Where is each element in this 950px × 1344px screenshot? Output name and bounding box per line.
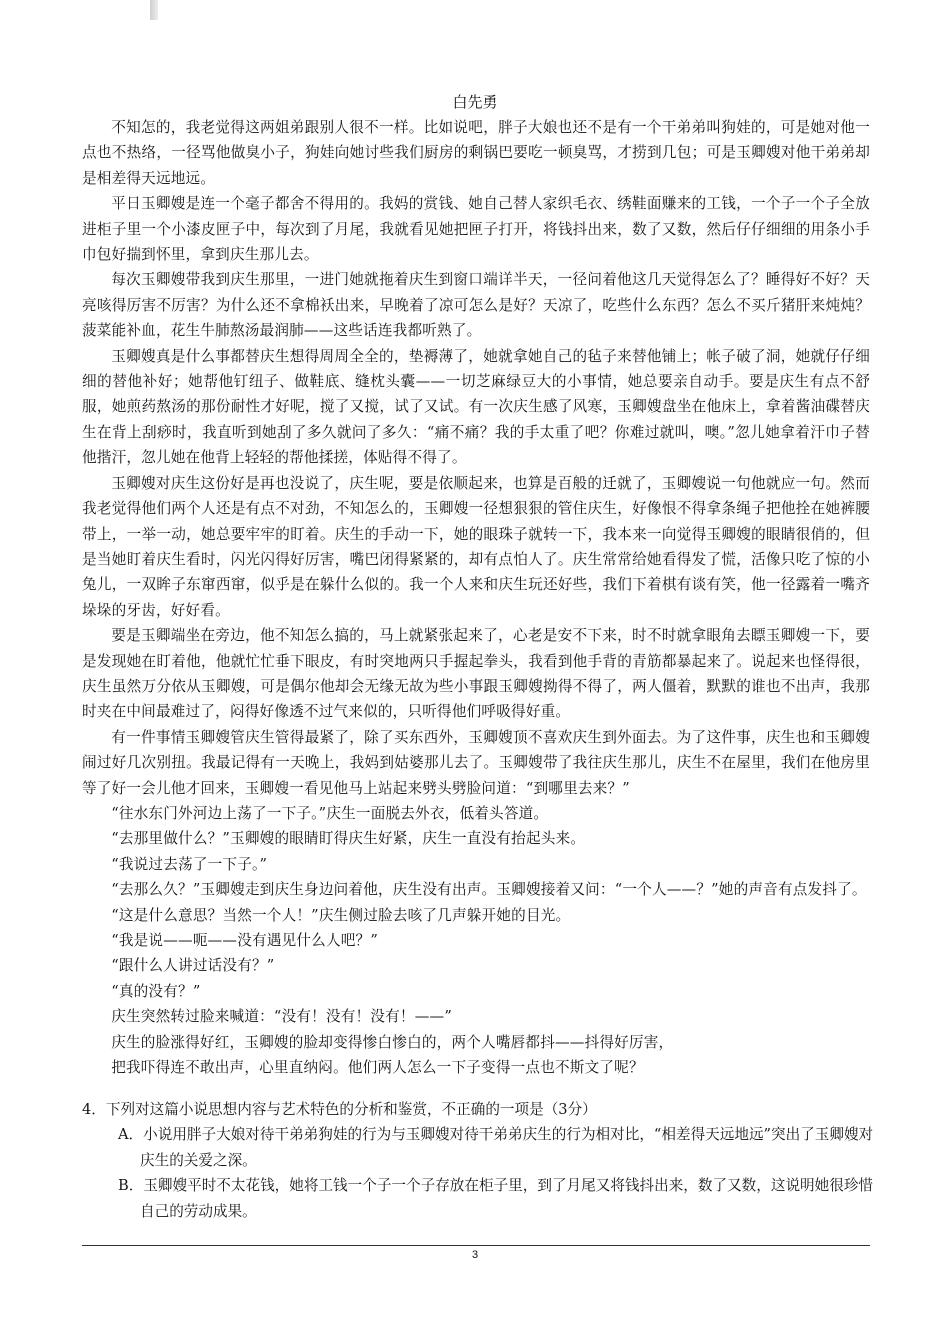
scan-edge-mark: [150, 0, 158, 20]
paragraph: 庆生的脸涨得好红，玉卿嫂的脸却变得惨白惨白的，两个人嘴唇都抖——抖得好厉害，: [111, 1033, 674, 1051]
paragraph: 把我吓得连不敢出声，心里直纳闷。他们两人怎么一下子变得一点也不斯文了呢？: [111, 1059, 644, 1077]
dialogue-line: “真的没有？”: [111, 982, 201, 1000]
dialogue-line: 庆生突然转过脸来喊道：“没有！没有！没有！——”: [111, 1008, 452, 1026]
page-number: 3: [471, 1249, 479, 1261]
paragraph: 不知怎的，我老觉得这两姐弟跟别人很不一样。比如说吧，胖子大娘也还不是有一个干弟弟叫狗娃的，可是她对他一点也不热络，一径骂他做臭小子，狗娃向她讨些我们厨房的剩锅巴要吃一顿臭骂，才捞到几包；可是玉卿嫂对他干弟弟却是相差得天远地远。: [82, 119, 870, 187]
dialogue-line: “跟什么人讲过话没有？”: [111, 957, 275, 975]
footer-divider: [82, 1245, 870, 1246]
paragraph: 要是玉卿端坐在旁边，他不知怎么搞的，马上就紧张起来了，心老是安不下来，时不时就拿眼角去瞟玉卿嫂一下，要是发现她在盯着他，他就忙忙垂下眼皮，有时突地两只手握起拳头，我看到他手背的青筋都暴起来了。说起来也怪得很，庆生虽然万分依从玉卿嫂，可是偶尔他却会无缘无故为些小事跟玉卿嫂拗得不得了，两人僵着，默默的谁也不出声，我那时夹在中间最难过了，闷得好像透不过气来似的，只听得他们呼吸得好重。: [82, 627, 870, 721]
question-block: [82, 1097, 882, 1224]
dialogue-line: “去那么久？”玉卿嫂走到庆生身边问着他，庆生没有出声。玉卿嫂接着又问：“一个人——？”她的声音有点发抖了。: [111, 881, 867, 899]
option-a: A．小说用胖子大娘对待干弟弟狗娃的行为与玉卿嫂对待干弟弟庆生的行为相对比，“相差得天远地远”突出了玉卿嫂对庆生的关爱之深。: [118, 1126, 874, 1169]
paragraph: 平日玉卿嫂是连一个毫子都舍不得用的。我妈的赏钱、她自己替人家织毛衣、绣鞋面赚来的工钱，一个子一个子全放进柜子里一个小漆皮匣子中，每次到了月尾，我就看见她把匣子打开，将钱抖出来，数了又数，然后仔仔细细的用条小手巾包好揣到怀里，拿到庆生那儿去。: [82, 195, 870, 264]
paragraph: 有一件事情玉卿嫂管庆生管得最紧了，除了买东西外，玉卿嫂顶不喜欢庆生到外面去。为了这件事，庆生也和玉卿嫂闹过好几次别扭。我最记得有一天晚上，我妈到姑婆那儿去了。玉卿嫂带了我往庆生那儿，庆生不在屋里，我们在他房里等了好一会儿他才回来，玉卿嫂一看见他马上站起来劈头劈脸问道：“到哪里去来？”: [82, 728, 870, 797]
author-name: 白先勇: [452, 93, 498, 111]
dialogue-line: “我说过去荡了一下子。”: [111, 855, 268, 873]
dialogue-line: “这是什么意思？当然一个人！”庆生侧过脸去咳了几声躲开她的目光。: [111, 906, 571, 924]
dialogue-line: “去那里做什么？”玉卿嫂的眼睛盯得庆生好紧，庆生一直没有抬起头来。: [111, 830, 586, 848]
dialogue-line: “往水东门外河边上荡了一下子。”庆生一面脱去外衣，低着头答道。: [111, 804, 549, 822]
option-b: B．玉卿嫂平时不太花钱，她将工钱一个子一个子存放在柜子里，到了月尾又将钱抖出来，数了又数，这说明她很珍惜自己的劳动成果。: [118, 1177, 874, 1220]
question-stem: 4．下列对这篇小说思想内容与艺术特色的分析和鉴赏，不正确的一项是（3分）: [82, 1101, 597, 1118]
paragraph: 玉卿嫂对庆生这份好是再也没说了，庆生呢，要是依顺起来，也算是百般的迁就了，玉卿嫂说一句他就应一句。然而我老觉得他们两个人还是有点不对劲，不知怎么的，玉卿嫂一径想狠狠的管住庆生，好像恨不得拿条绳子把他拴在她裤腰带上，一举一动，她总要牢牢的盯着。庆生的手动一下，她的眼珠子就转一下，我本来一向觉得玉卿嫂的眼睛很俏的，但是当她盯着庆生看时，闪光闪得好厉害，嘴巴闭得紧紧的，却有点怕人了。庆生常常给她看得发了慌，活像只吃了惊的小兔儿，一双眸子东窜西窜，似乎是在躲什么似的。我一个人来和庆生玩还好些，我们下着棋有谈有笑，他一径露着一嘴齐垛垛的牙齿，好好看。: [82, 474, 870, 619]
dialogue-line: “我是说——呃——没有遇见什么人吧？”: [111, 932, 379, 949]
paragraph: 玉卿嫂真是什么事都替庆生想得周周全全的，垫褥薄了，她就拿她自己的毡子来替他铺上；帐子破了洞，她就仔仔细细的替他补好；她帮他钉纽子、做鞋底、缝枕头囊——一切芝麻绿豆大的小事情，她总要亲自动手。要是庆生有点不舒服，她煎药熬汤的那份耐性才好呢，搅了又搅，试了又试。有一次庆生感了风寒，玉卿嫂盘坐在他床上，拿着酱油碟替庆生在背上刮痧时，我直听到她刮了多久就问了多久：“痛不痛？我的手太重了吧？你难过就叫，噢。”忽儿她拿着汗巾子替他揩汗，忽儿她在他背上轻轻的帮他揉搓，体贴得不得了。: [82, 347, 870, 467]
paragraph: 每次玉卿嫂带我到庆生那里，一进门她就拖着庆生到窗口端详半天，一径问着他这几天觉得怎么了？睡得好不好？天亮咳得厉害不厉害？为什么还不拿棉袄出来，早晚着了凉可怎么是好？天凉了，吃些什么东西？怎么不买斤猪肝来炖炖？菠菜能补血，花生牛肺熬汤最润肺——这些话连我都听熟了。: [82, 271, 870, 340]
story-text: [82, 115, 870, 1080]
